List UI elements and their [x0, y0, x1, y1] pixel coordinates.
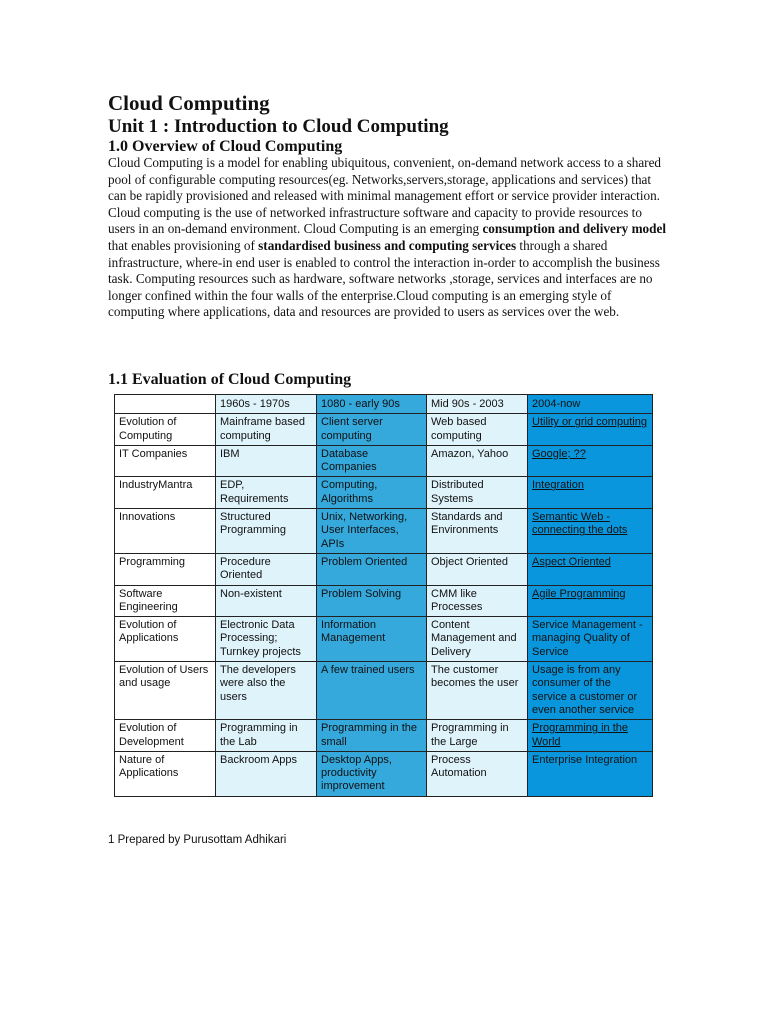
footer-note: 1 Prepared by Purusottam Adhikari: [108, 834, 287, 846]
evolution-table: [114, 394, 653, 797]
document-title: Cloud Computing: [108, 91, 270, 115]
table-row: [115, 720, 653, 752]
table-cell: Desktop Apps, productivity improvement: [317, 751, 427, 796]
table-cell: Procedure Oriented: [216, 553, 317, 585]
table-cell: Information Management: [317, 617, 427, 662]
table-row: [115, 617, 653, 662]
table-cell: IBM: [216, 445, 317, 477]
table-header-row: [115, 395, 653, 414]
table-cell: EDP, Requirements: [216, 477, 317, 509]
table-cell: Agile Programming: [528, 585, 653, 617]
table-row: [115, 414, 653, 446]
table-row: [115, 662, 653, 720]
table-row: [115, 477, 653, 509]
table-header-cell: 1960s - 1970s: [216, 395, 317, 414]
table-cell: Programming in the Lab: [216, 720, 317, 752]
table-cell: Programming in the small: [317, 720, 427, 752]
table-cell: Service Management - managing Quality of Service: [528, 617, 653, 662]
table-row-label: Software Engineering: [115, 585, 216, 617]
table-cell: Non-existent: [216, 585, 317, 617]
table-cell: Semantic Web - connecting the dots: [528, 509, 653, 554]
table-cell: Usage is from any consumer of the service a customer or even another service: [528, 662, 653, 720]
table-row: [115, 445, 653, 477]
table-cell: Content Management and Delivery: [427, 617, 528, 662]
table-row-label: Evolution of Computing: [115, 414, 216, 446]
table-cell: The developers were also the users: [216, 662, 317, 720]
table-header-cell: [115, 395, 216, 414]
table-row-label: Evolution of Development: [115, 720, 216, 752]
table-cell: Backroom Apps: [216, 751, 317, 796]
table-cell: Problem Solving: [317, 585, 427, 617]
table-cell: A few trained users: [317, 662, 427, 720]
table-header-cell: 2004-now: [528, 395, 653, 414]
table-row: [115, 553, 653, 585]
paragraph-bold-1: consumption and delivery model: [482, 221, 666, 237]
table-cell: Programming in the World: [528, 720, 653, 752]
table-row-label: Nature of Applications: [115, 751, 216, 796]
table-row: [115, 585, 653, 617]
table-header-cell: Mid 90s - 2003: [427, 395, 528, 414]
table-row-label: Evolution of Applications: [115, 617, 216, 662]
table-cell: Object Oriented: [427, 553, 528, 585]
table-cell: Client server computing: [317, 414, 427, 446]
table-cell: Process Automation: [427, 751, 528, 796]
table-cell: Amazon, Yahoo: [427, 445, 528, 477]
table-row-label: Programming: [115, 553, 216, 585]
table-cell: Web based computing: [427, 414, 528, 446]
table-cell: Mainframe based computing: [216, 414, 317, 446]
table-row: [115, 751, 653, 796]
paragraph-text-1: Cloud Computing is a model for enabling ubiquitous, convenient, on-demand network access to a shared pool of configurable computing resources(eg. Networks,servers,storage, applications and services) that can be rapidly provisioned and released with minimal management effort or service provider interaction. Cloud computing is the use of networked infrastructure software and capacity to provide resources to users in an on-demand environment. Cloud Computing is an emerging: [108, 155, 662, 237]
table-cell: Google; ??: [528, 445, 653, 477]
table-cell: Computing, Algorithms: [317, 477, 427, 509]
table-cell: CMM like Processes: [427, 585, 528, 617]
table-row-label: IT Companies: [115, 445, 216, 477]
table-cell: Integration: [528, 477, 653, 509]
table-header-cell: 1080 - early 90s: [317, 395, 427, 414]
paragraph-text-3: through a shared infrastructure, where-in end user is enabled to control the interaction in-order to accomplish the business task. Computing resources such as hardware, software networks ,storage, services and interfaces are no longer confined within the four walls of the enterprise.Cloud computing is an emerging style of computing where applications, data and resources are provided to users as services over the web.: [108, 237, 660, 320]
table-row-label: Evolution of Users and usage: [115, 662, 216, 720]
table-cell: Aspect Oriented: [528, 553, 653, 585]
table-cell: Unix, Networking, User Interfaces, APIs: [317, 509, 427, 554]
table-cell: Utility or grid computing: [528, 414, 653, 446]
section-heading-overview: 1.0 Overview of Cloud Computing: [108, 138, 343, 155]
overview-paragraph: [108, 155, 668, 321]
unit-title: Unit 1 : Introduction to Cloud Computing: [108, 116, 449, 137]
table-cell: Enterprise Integration: [528, 751, 653, 796]
table-row-label: Innovations: [115, 509, 216, 554]
table-cell: Distributed Systems: [427, 477, 528, 509]
paragraph-text-2: that enables provisioning of: [108, 237, 259, 253]
table-cell: Problem Oriented: [317, 553, 427, 585]
paragraph-bold-2: standardised business and computing services: [258, 237, 517, 253]
table-row: [115, 509, 653, 554]
table-cell: Structured Programming: [216, 509, 317, 554]
table-cell: Database Companies: [317, 445, 427, 477]
table-cell: Electronic Data Processing; Turnkey projects: [216, 617, 317, 662]
table-cell: The customer becomes the user: [427, 662, 528, 720]
table-cell: Programming in the Large: [427, 720, 528, 752]
table-row-label: IndustryMantra: [115, 477, 216, 509]
section-heading-evaluation: 1.1 Evaluation of Cloud Computing: [108, 371, 352, 388]
table-cell: Standards and Environments: [427, 509, 528, 554]
